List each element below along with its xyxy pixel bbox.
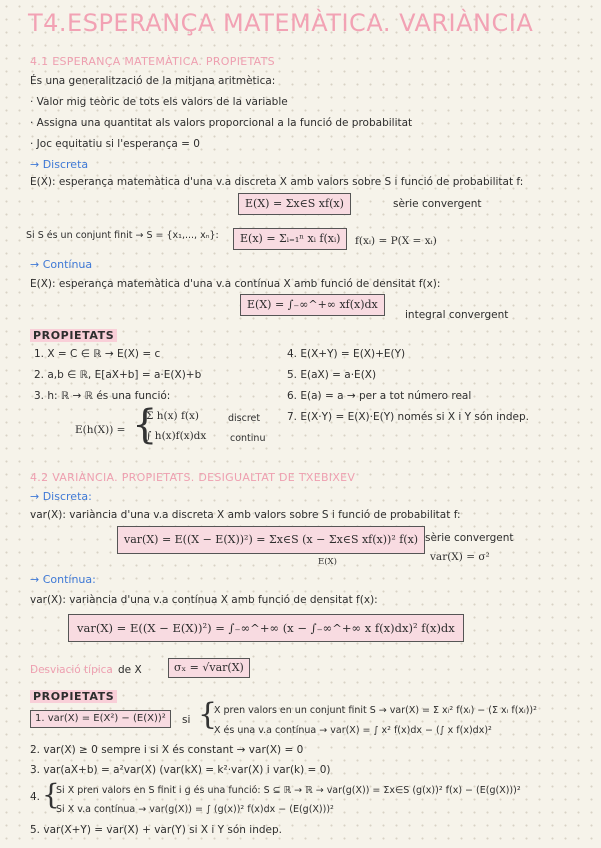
var-sigma-note: var(X) = σ² xyxy=(430,551,490,563)
expectation-property-7: 7. E(X·Y) = E(X)·E(Y) només si X i Y són indep. xyxy=(287,411,529,423)
bullet-1: · Valor mig teòric de tots els valors de la variable xyxy=(30,96,288,108)
page-title: T4.ESPERANÇA MATEMÀTICA. VARIÀNCIA xyxy=(28,9,534,37)
bullet-2: · Assigna una quantitat als valors proporcional a la funció de probabilitat xyxy=(30,117,413,129)
integral-convergent-note: integral convergent xyxy=(405,309,509,321)
h-case-continuous: ∫ h(x)f(x)dx xyxy=(146,430,207,442)
var-continuous-formula: var(X) = E((X − E(X))²) = ∫₋∞^+∞ (x − ∫₋∞^+∞ x f(x)dx)² f(x)dx xyxy=(68,614,464,642)
finite-probability-note: f(xᵢ) = P(X = xᵢ) xyxy=(355,235,437,247)
section-heading-esperanca: 4.1 ESPERANÇA MATEMÀTICA. PROPIETATS xyxy=(30,55,275,68)
finite-expectation-formula: E(x) = Σᵢ₌₁ⁿ xᵢ f(xᵢ) xyxy=(233,228,347,250)
desviacio-of: de X xyxy=(118,664,142,676)
intro-text: És una generalització de la mitjana aritmètica: xyxy=(30,75,276,87)
expectation-underbrace-note: E(X) xyxy=(318,557,337,567)
h-cases-brace: { xyxy=(132,402,158,448)
continuous-definition: E(X): esperança matemàtica d'una v.a contínua X amb funció de densitat f(x): xyxy=(30,278,441,290)
variance-property-1: 1. var(X) = E(X²) − (E(X))² xyxy=(30,710,171,728)
var-discrete-label: → Discreta: xyxy=(30,490,92,503)
var-serie-note: sèrie convergent xyxy=(425,532,514,544)
h-case-discrete: Σ h(x) f(x) xyxy=(146,410,199,422)
var-continuous-label: → Contínua: xyxy=(30,573,96,586)
expectation-property-3: 3. h: ℝ → ℝ és una funció: xyxy=(34,390,171,402)
variance-property-1-si: si xyxy=(182,714,191,726)
discrete-label: → Discreta xyxy=(30,158,89,171)
variance-property-3: 3. var(aX+b) = a²var(X) (var(kX) = k²·var(X) i var(k) = 0) xyxy=(30,764,331,776)
h-expectation-lhs: E(h(X)) = xyxy=(75,424,126,436)
h-case-continuous-note: continu xyxy=(230,433,266,444)
variance-property-1-finite: X pren valors en un conjunt finit S → var(X) = Σ xᵢ² f(xᵢ) − (Σ xᵢ f(xᵢ))² xyxy=(214,705,537,716)
properties-heading-1: PROPIETATS xyxy=(30,329,117,342)
expectation-property-1: 1. X = C ∈ ℝ → E(X) = c xyxy=(34,348,161,360)
continuous-label: → Contínua xyxy=(30,258,93,271)
expectation-property-4: 4. E(X+Y) = E(X)+E(Y) xyxy=(287,348,406,360)
std-deviation-formula: σₓ = √var(X) xyxy=(168,658,250,678)
var-continuous-definition: var(X): variància d'una v.a contínua X amb funció de densitat f(x): xyxy=(30,594,378,606)
variance-property-5: 5. var(X+Y) = var(X) + var(Y) si X i Y són indep. xyxy=(30,824,282,836)
properties-heading-2: PROPIETATS xyxy=(30,690,117,703)
var-discrete-formula: var(X) = E((X − E(X))²) = Σx∈S (x − Σx∈S xf(x))² f(x) xyxy=(117,526,425,554)
discrete-definition: E(X): esperança matemàtica d'una v.a discreta X amb valors sobre S i funció de probabilitat f: xyxy=(30,176,524,188)
discrete-expectation-formula: E(X) = Σx∈S xf(x) xyxy=(238,193,351,215)
finite-set-text: Si S és un conjunt finit → S = {x₁,..., xₙ}: xyxy=(26,230,219,241)
variance-property-1-continuous: X és una v.a contínua → var(X) = ∫ x² f(x)dx − (∫ x f(x)dx)² xyxy=(214,725,492,736)
variance-property-4-finite: Si X pren valors en S finit i g és una funció: S ⊆ ℝ → ℝ → var(g(X)) = Σx∈S (g(x))² f(x) − (E(g(X)))² xyxy=(56,785,521,796)
desviacio-label: Desviació típica xyxy=(30,664,113,676)
expectation-property-6: 6. E(a) = a → per a tot número real xyxy=(287,390,472,402)
section-heading-variancia: 4.2 VARIÀNCIA. PROPIETATS. DESIGUALTAT DE TXEBIXEV xyxy=(30,471,356,484)
variance-property-4-number: 4. xyxy=(30,791,41,803)
continuous-expectation-formula: E(X) = ∫₋∞^+∞ xf(x)dx xyxy=(240,294,385,316)
h-case-discrete-note: discret xyxy=(228,413,261,424)
bullet-3: · Joc equitatiu si l'esperança = 0 xyxy=(30,138,200,150)
variance-property-2: 2. var(X) ≥ 0 sempre i si X és constant → var(X) = 0 xyxy=(30,744,304,756)
variance-cases-brace: { xyxy=(198,697,218,732)
expectation-property-2: 2. a,b ∈ ℝ, E[aX+b] = a·E(X)+b xyxy=(34,369,202,381)
serie-convergent-note: sèrie convergent xyxy=(393,198,482,210)
variance-property-4-continuous: Si X v.a contínua → var(g(X)) = ∫ (g(x))² f(x)dx − (E(g(X)))² xyxy=(56,804,334,815)
variance-property-4-brace: { xyxy=(42,778,60,811)
var-discrete-definition: var(X): variància d'una v.a discreta X amb valors sobre S i funció de probabilitat f: xyxy=(30,509,461,521)
expectation-property-5: 5. E(aX) = a·E(X) xyxy=(287,369,377,381)
